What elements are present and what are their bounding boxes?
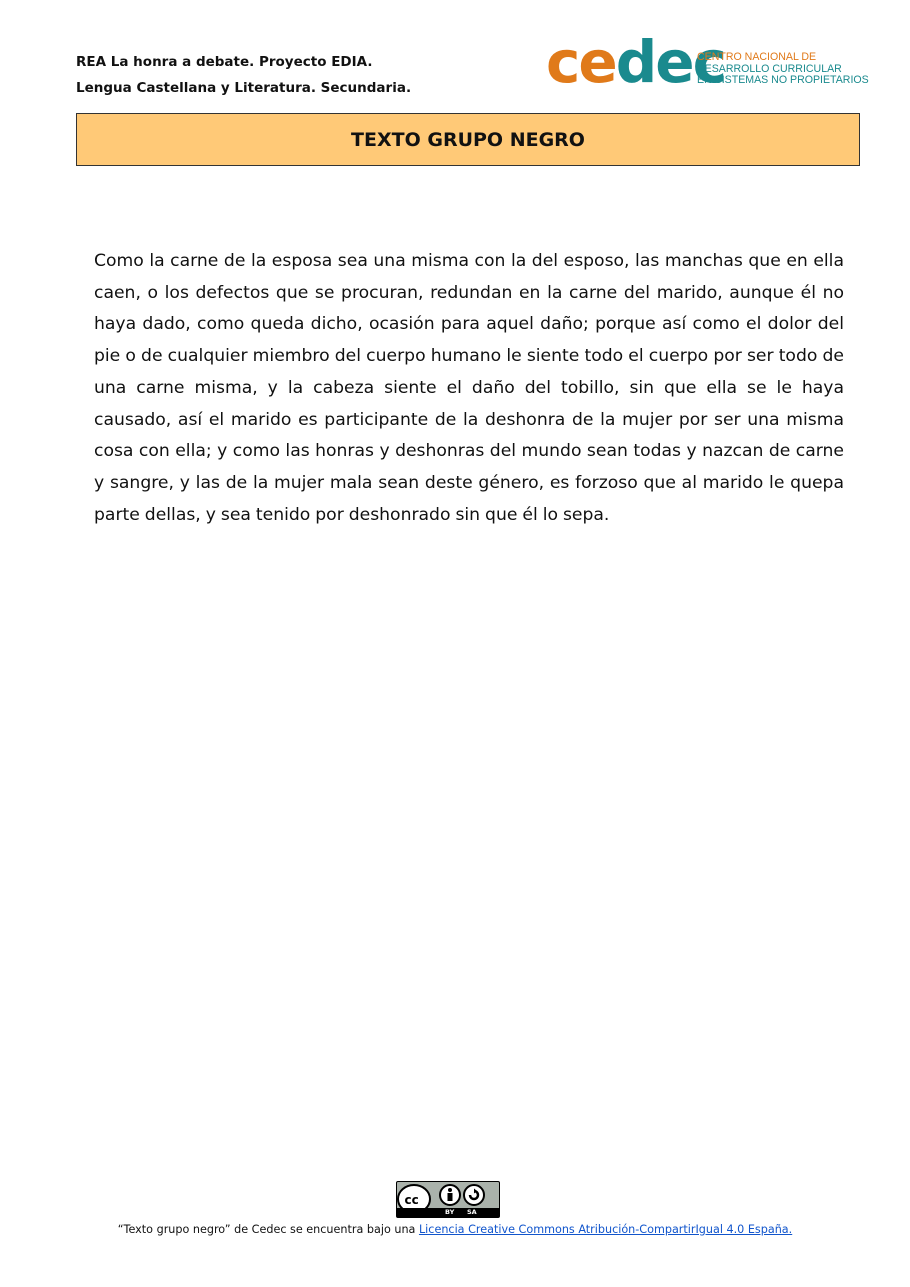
cc-icons bbox=[397, 1183, 498, 1208]
svg-text:cc: cc bbox=[404, 1193, 419, 1207]
license-prefix: “Texto grupo negro” de Cedec se encuentra bajo una bbox=[117, 1223, 419, 1236]
title-banner bbox=[76, 113, 860, 166]
body-paragraph: Como la carne de la esposa sea una misma con la del esposo, las manchas que en ella caen, o los defectos que se procuran, redundan en la carne del marido, aunque él no haya dado, como queda dicho, ocasión para aquel daño; porque así como el dolor del pie o de cualquier miembro del cuerpo humano le siente todo el cuerpo por ser todo de una carne misma, y la cabeza siente el daño del tobillo, sin que ella se le haya causado, así el marido es participante de la deshonra de la mujer por ser una misma cosa con ella; y como las honras y deshonras del mundo sean todas y nazcan de carne y sangre, y las de la mujer mala sean deste género, es forzoso que al marido le quepa parte dellas, y sea tenido por deshonrado sin que él lo sepa. bbox=[94, 251, 844, 525]
header-project-line: REA La honra a debate. Proyecto EDIA. bbox=[76, 54, 373, 70]
cedec-logo-word: cedec bbox=[546, 28, 725, 96]
cc-by-sa-badge[interactable] bbox=[396, 1181, 500, 1218]
license-link[interactable]: Licencia Creative Commons Atribución-CompartirIgual 4.0 España. bbox=[418, 1223, 793, 1236]
cedec-logo-caption: CENTRO NACIONAL DE DESARROLLO CURRICULAR EN SISTEMAS NO PROPIETARIOS bbox=[697, 51, 869, 86]
page-title: TEXTO GRUPO NEGRO bbox=[351, 128, 585, 151]
badge-sa-label: SA bbox=[467, 1208, 477, 1216]
document-header bbox=[76, 49, 411, 101]
badge-by-label: BY bbox=[445, 1208, 455, 1216]
license-footer bbox=[0, 1223, 910, 1236]
cedec-logo bbox=[546, 28, 869, 96]
header-subject-line: Lengua Castellana y Literatura. Secundaria. bbox=[76, 80, 412, 96]
